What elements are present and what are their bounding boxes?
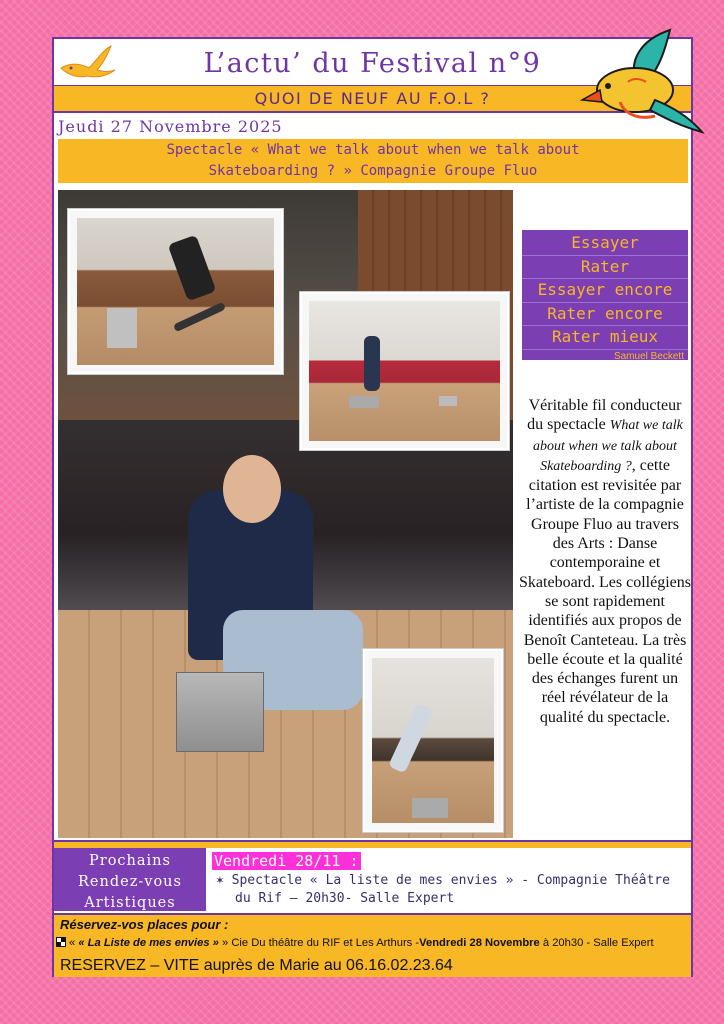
photo-inset-skate-ride bbox=[300, 292, 509, 450]
upcoming-event bbox=[216, 872, 686, 908]
event-title-box bbox=[58, 139, 688, 183]
reservation-box bbox=[54, 913, 691, 977]
quote-author: Samuel Beckett bbox=[613, 350, 684, 362]
reservation-company: » Cie Du théâtre du RIF et Les Arthurs - bbox=[218, 937, 420, 949]
issue-date: Jeudi 27 Novembre 2025 bbox=[58, 117, 283, 136]
subtitle-banner: QUOI DE NEUF AU F.O.L ? bbox=[54, 85, 691, 113]
reservation-details: « « La Liste de mes envies » » Cie Du théâtre du RIF et Les Arthurs -Vendredi 28 Novembre à 20h30 - Salle Expert bbox=[56, 937, 654, 949]
quote-line: Rater encore bbox=[522, 303, 688, 327]
page-title: L’actu’ du Festival n°9 bbox=[203, 48, 542, 79]
quote-line: Essayer bbox=[522, 232, 688, 256]
newsletter-page bbox=[52, 37, 693, 977]
photo-inset-skate-jump bbox=[68, 209, 283, 374]
reservation-heading: Réservez-vos places pour : bbox=[60, 917, 229, 932]
quote-box bbox=[522, 230, 688, 360]
quote-line: Rater mieux bbox=[522, 326, 688, 350]
article-text bbox=[519, 396, 691, 727]
article-text-part-2: , cette citation est revisitée par l’artiste de la compagnie Groupe Fluo au travers des Arts : Danse contemporaine et Skateboard. Les collégiens se sont rapidement identifiés aux propos de Benoît Canteteau. La très belle écoute et la qualité des échanges furent un réel révélateur de la qualité du spectacle. bbox=[519, 456, 691, 726]
quote-line: Essayer encore bbox=[522, 279, 688, 303]
upcoming-event-line: du Rif – 20h30- Salle Expert bbox=[235, 891, 455, 906]
reservation-where: à 20h30 - Salle Expert bbox=[539, 937, 654, 949]
event-title-line-2: Skateboarding ? » Compagnie Groupe Fluo bbox=[208, 163, 538, 179]
star-bullet-icon: ✶ bbox=[216, 873, 224, 888]
reservation-show: « La Liste de mes envies » bbox=[78, 937, 219, 949]
upcoming-date: Vendredi 28/11 : bbox=[214, 852, 359, 870]
flower-bullet-icon bbox=[56, 937, 66, 947]
upcoming-label-line: Rendez-vous bbox=[78, 874, 182, 890]
reservation-when: Vendredi 28 Novembre bbox=[419, 937, 540, 949]
upcoming-label-line: Prochains bbox=[89, 853, 171, 869]
article-text-part-1: Véritable fil conducteur du spectacle bbox=[527, 397, 682, 434]
article-show-title: What we talk about when we talk about Skateboarding ? bbox=[533, 418, 683, 474]
event-title-line-1: Spectacle « What we talk about when we talk about bbox=[166, 142, 580, 158]
upcoming-event-line: Spectacle « La liste de mes envies » - Compagnie Théâtre bbox=[231, 873, 670, 888]
upcoming-label-line: Artistiques bbox=[84, 895, 176, 911]
bird-illustration bbox=[580, 20, 705, 135]
section-divider bbox=[54, 840, 691, 848]
upcoming-label bbox=[54, 848, 206, 911]
quote-line: Rater bbox=[522, 256, 688, 280]
photo-inset-dance bbox=[363, 649, 503, 832]
reservation-contact: RESERVEZ – VITE auprès de Marie au 06.16.02.23.64 bbox=[60, 957, 453, 974]
